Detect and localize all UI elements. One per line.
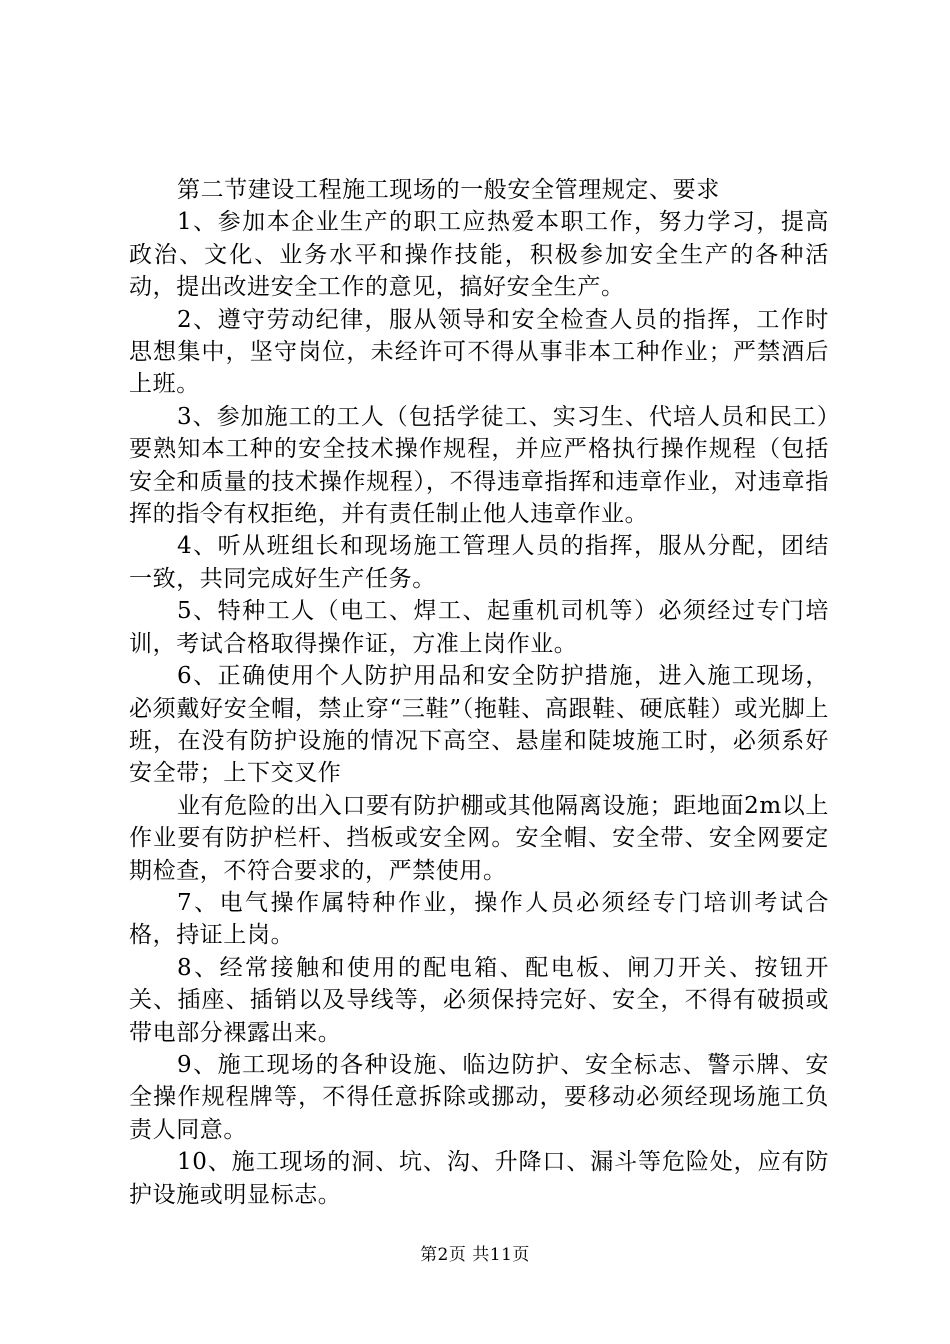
paragraph-4: 4、听从班组长和现场施工管理人员的指挥，服从分配，团结一致，共同完成好生产任务。 [129,533,829,592]
paragraph-1: 1、参加本企业生产的职工应热爱本职工作，努力学习，提高政治、文化、业务水平和操作技能，积极参加安全生产的各种活动，提出改进安全工作的意见，搞好安全生产。 [129,209,829,301]
page-number-footer: 第2页 共11页 [420,1245,530,1265]
paragraph-6-continued: 业有危险的出入口要有防护棚或其他隔离设施；距地面2m以上作业要有防护栏杆、挡板或安全网。安全帽、安全带、安全网要定期检查，不符合要求的，严禁使用。 [129,792,829,884]
paragraph-5: 5、特种工人（电工、焊工、起重机司机等）必须经过专门培训，考试合格取得操作证，方准上岗作业。 [129,598,829,657]
paragraph-8: 8、经常接触和使用的配电箱、配电板、闸刀开关、按钮开关、插座、插销以及导线等，必须保持完好、安全，不得有破损或带电部分裸露出来。 [129,954,829,1046]
paragraph-2: 2、遵守劳动纪律，服从领导和安全检查人员的指挥，工作时思想集中，坚守岗位，未经许可不得从事非本工种作业；严禁酒后上班。 [129,306,829,398]
document-body [129,174,829,1211]
paragraph-7: 7、电气操作属特种作业，操作人员必须经专门培训考试合格，持证上岗。 [129,889,829,949]
section-heading: 第二节建设工程施工现场的一般安全管理规定、要求 [177,177,720,203]
paragraph-6: 6、正确使用个人防护用品和安全防护措施，进入施工现场，必须戴好安全帽，禁止穿“三鞋”（拖鞋、高跟鞋、硬底鞋）或光脚上班，在没有防护设施的情况下高空、悬崖和陡坡施工时，必须系好安全带；上下交叉作 [129,663,829,787]
paragraph-3: 3、参加施工的工人（包括学徒工、实习生、代培人员和民工）要熟知本工种的安全技术操作规程，并应严格执行操作规程（包括安全和质量的技术操作规程），不得违章指挥和违章作业，对违章指挥的指令有权拒绝，并有责任制止他人违章作业。 [129,403,829,528]
paragraph-10: 10、施工现场的洞、坑、沟、升降口、漏斗等危险处，应有防护设施或明显标志。 [129,1149,829,1208]
paragraph-9: 9、施工现场的各种设施、临边防护、安全标志、警示牌、安全操作规程牌等，不得任意拆除或挪动，要移动必须经现场施工负责人同意。 [129,1051,829,1143]
